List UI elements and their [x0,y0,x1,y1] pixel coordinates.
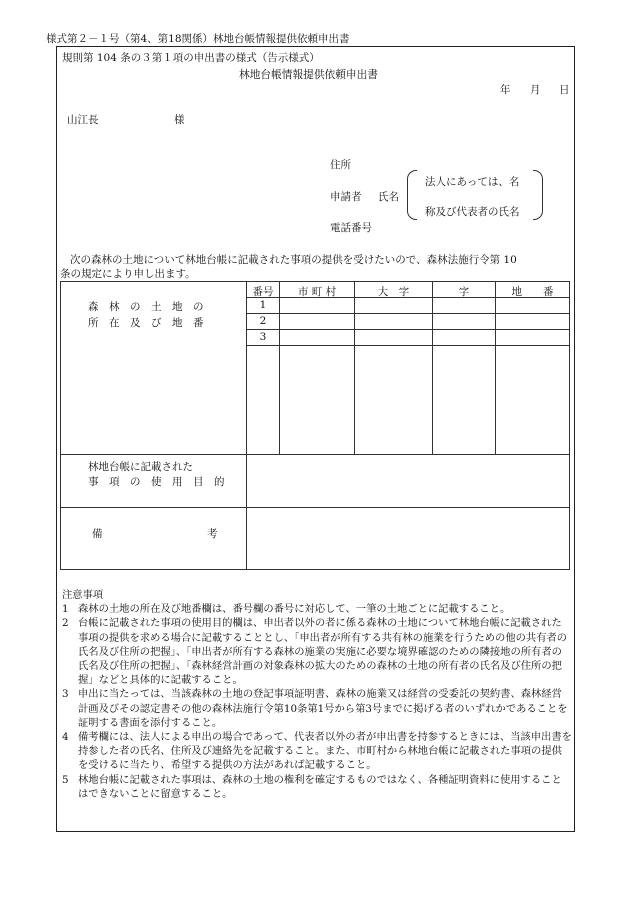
purpose-label-line2: 事 項 の 使 用 目 的 [88,476,225,488]
note-number: 2 [62,617,69,630]
note-item [62,773,572,801]
addressee-name: 山江長 [67,114,99,126]
row-divider [246,329,570,330]
corporate-note-line1: 法人にあっては、名 [425,176,520,188]
column-divider [432,281,433,454]
phone-label: 電話番号 [330,222,372,234]
header-number: 番号 [252,286,274,298]
header-lot-number: 地 番 [511,286,554,298]
purpose-label-line1: 林地台帳に記載された [88,461,193,473]
land-location-label-line2: 所 在 及 び 地 番 [88,317,204,329]
section-divider [60,454,570,455]
date-day: 日 [559,84,570,96]
date-year: 年 [500,84,511,96]
notes-section [62,588,572,801]
row-number: 3 [259,331,267,343]
note-text: 台帳に記載された事項の使用目的欄は、申出者以外の者に係る森林の土地について林地台帳に記載された事項の提供を求める場合に記載することとし、「申出者が所有する共有林の施業を行うための他の共有者の氏名及び住所の把握」、「申出者が所有する森林の施業の実施に必要な境界確認のための隣接地の所有者の氏名及び住所の把握」、「森林経営計画の対象森林の拡大のための森林の土地の所有者の氏名及び住所の把握」などと具体的に記載すること。 [78,617,568,687]
column-divider [354,281,355,454]
header-aza: 字 [458,286,470,298]
note-item [62,602,572,616]
table-right-border [569,281,570,569]
note-text: 林地台帳に記載された事項は、森林の土地の権利を確定するものではなく、各種証明資料に使用することはできないことに留意すること。 [78,773,562,800]
note-item [62,730,572,773]
applicant-label: 申請者 [330,191,362,203]
header-oaza: 大 字 [377,286,410,298]
column-divider [279,281,280,454]
note-number: 3 [62,688,69,701]
note-text: 森林の土地の所在及び地番欄は、番号欄の番号に対応して、一筆の土地ごとに記載すること。 [78,603,511,616]
note-text: 申出に当たっては、当該森林の土地の登記事項証明書、森林の施業又は経営の受委託の契約書、森林経営計画及びその認定書その他の森林法施行令第10条第1号から第3号までに掲げる者のいずれかであることを証明する書面を添付すること。 [78,688,568,729]
notes-heading: 注意事項 [62,589,104,601]
note-item [62,616,572,687]
row-number: 2 [259,315,267,327]
remarks-label-part2: 考 [207,528,218,540]
name-label: 氏名 [378,191,399,203]
table-left-border [60,281,61,569]
right-bracket-icon [533,170,543,220]
date-month: 月 [530,84,541,96]
corporate-note-line2: 称及び代表者の氏名 [425,206,520,218]
note-number: 1 [62,603,69,616]
row-divider [246,345,570,346]
form-title: 林地台帳情報提供依頼申出書 [239,68,378,81]
address-label: 住所 [330,159,351,171]
table-bottom-border [60,569,570,570]
note-number: 5 [62,773,69,786]
note-text: 備考欄には、法人による申出の場合であって、代表者以外の者が申出書を持参するときには、当該申出書を持参した者の氏名、住所及び連絡先を記載すること。また、市町村から林地台帳に記載された事項の提供を受けるに当たり、希望する提供の方法があれば記載すること。 [78,731,572,772]
table-top-border [60,281,570,282]
addressee-honorific: 様 [174,114,185,126]
row-number: 1 [259,299,267,311]
remarks-label-part1: 備 [92,528,103,540]
note-item [62,687,572,730]
form-code: 様式第２－１号（第4、第18関係）林地台帳情報提供依頼申出書 [46,33,350,45]
note-number: 4 [62,731,69,744]
land-location-label-line1: 森 林 の 土 地 の [88,301,204,313]
section-divider [60,507,570,508]
row-divider [246,313,570,314]
request-text-line1: 次の森林の土地について林地台帳に記載された事項の提供を受けたいので、森林法施行令第 10 [70,254,517,266]
regulation-reference: 規則第 104 条の３第１項の申出書の様式（告示様式） [62,52,320,64]
left-bracket-icon [407,170,417,220]
header-municipality: 市 町 村 [297,286,337,298]
column-divider [495,281,496,454]
request-text-line2: 条の規定により申し出ます。 [60,268,196,280]
